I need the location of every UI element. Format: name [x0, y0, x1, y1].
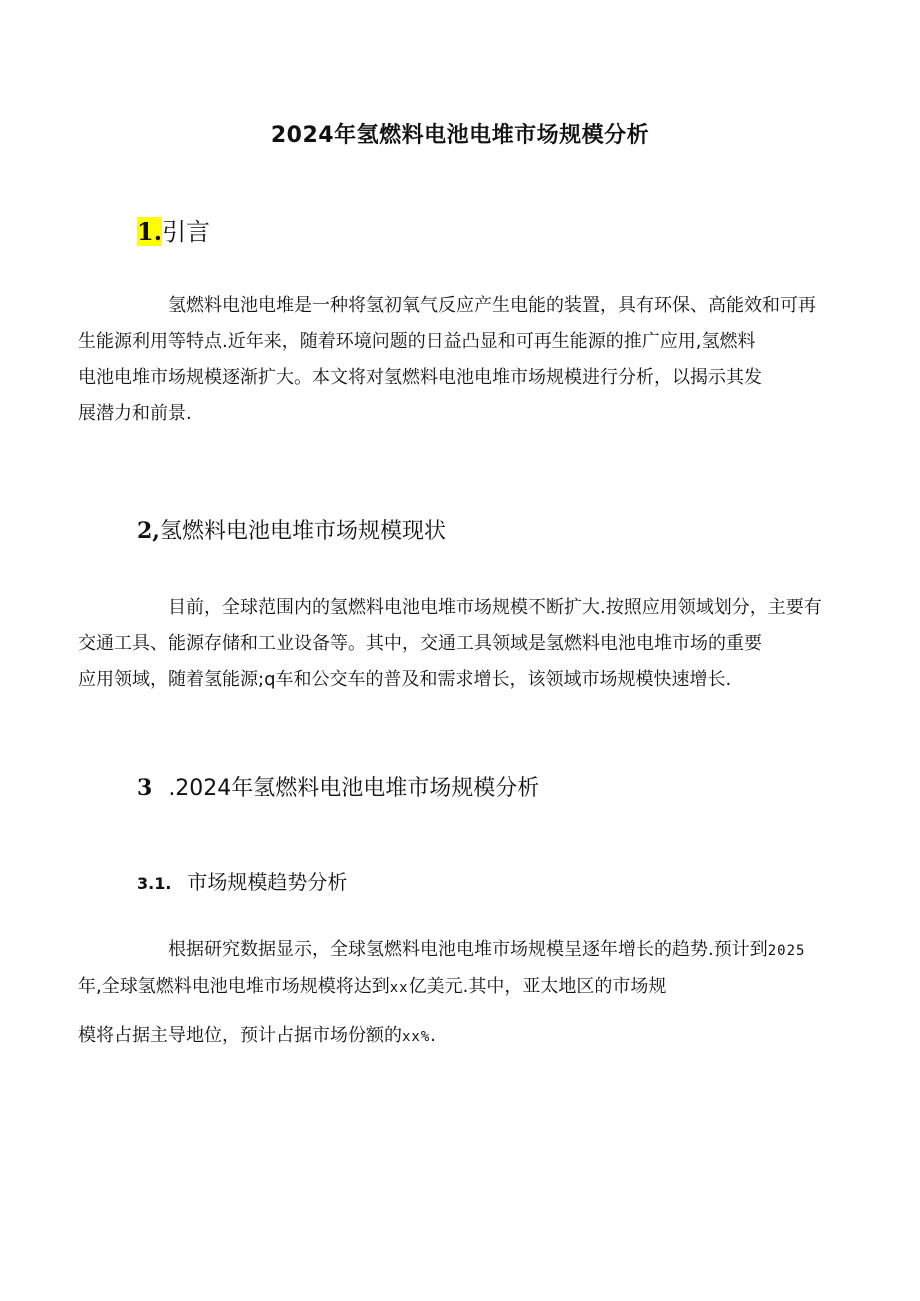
paragraph-line: 目前，全球范围内的氢燃料电池电堆市场规模不断扩大.按照应用领域划分，主要有 [168, 597, 822, 618]
paragraph-line: 生能源利用等特点.近年来，随着环境问题的日益凸显和可再生能源的推广应用,氢燃料 [78, 331, 756, 352]
paragraph-text: 根据研究数据显示，全球氢燃料电池电堆市场规模呈逐年增长的趋势.预计到 [168, 939, 768, 960]
section-1-number: 1. [137, 217, 163, 246]
paragraph-text: 年,全球氢燃料电池电堆市场规模将达到 [78, 976, 390, 997]
paragraph-text: . [430, 1025, 437, 1046]
section-2-heading [137, 514, 446, 545]
section-2-title: 氢燃料电池电堆市场规模现状 [159, 519, 446, 544]
section-3-number: 3 [137, 775, 153, 801]
section-1-heading [137, 212, 210, 247]
paragraph-line: 氢燃料电池电堆是一种将氢初氧气反应产生电能的装置，具有环保、高能效和可再 [168, 295, 816, 316]
section-3-title: .2024年氢燃料电池电堆市场规模分析 [168, 776, 540, 801]
section-3-heading [137, 771, 539, 802]
section-3-1-title: 市场规模趋势分析 [187, 870, 348, 894]
section-1-paragraph [78, 288, 820, 432]
year-value: 2025 [767, 943, 806, 959]
paragraph-line: 电池电堆市场规模逐渐扩大。本文将对氢燃料电池电堆市场规模进行分析，以揭示其发 [78, 367, 762, 388]
section-3-1-heading [137, 866, 347, 895]
document-title: 2024年氢燃料电池电堆市场规模分析 [270, 123, 650, 148]
placeholder-value: xx [389, 980, 409, 996]
paragraph-text: 模将占据主导地位，预计占据市场份额的 [78, 1025, 402, 1046]
paragraph-line: 展潜力和前景. [78, 403, 192, 424]
paragraph-line [108, 932, 820, 969]
paragraph-line [78, 969, 820, 1006]
section-1-title: 引言 [162, 218, 211, 246]
paragraph-text: 亿美元.其中，亚太地区的市场规 [408, 976, 667, 997]
paragraph-line: 应用领域，随着氢能源;q车和公交车的普及和需求增长，该领域市场规模快速增长. [78, 669, 732, 690]
section-2-number: 2, [137, 518, 160, 544]
paragraph-line: 交通工具、能源存储和工业设备等。其中，交通工具领域是氢燃料电池电堆市场的重要 [78, 633, 762, 654]
paragraph-line [78, 1018, 820, 1055]
section-2-paragraph [78, 590, 822, 698]
section-3-1-paragraph [78, 932, 820, 1055]
section-3-1-number: 3.1. [137, 874, 172, 893]
placeholder-value: xx% [402, 1029, 431, 1045]
